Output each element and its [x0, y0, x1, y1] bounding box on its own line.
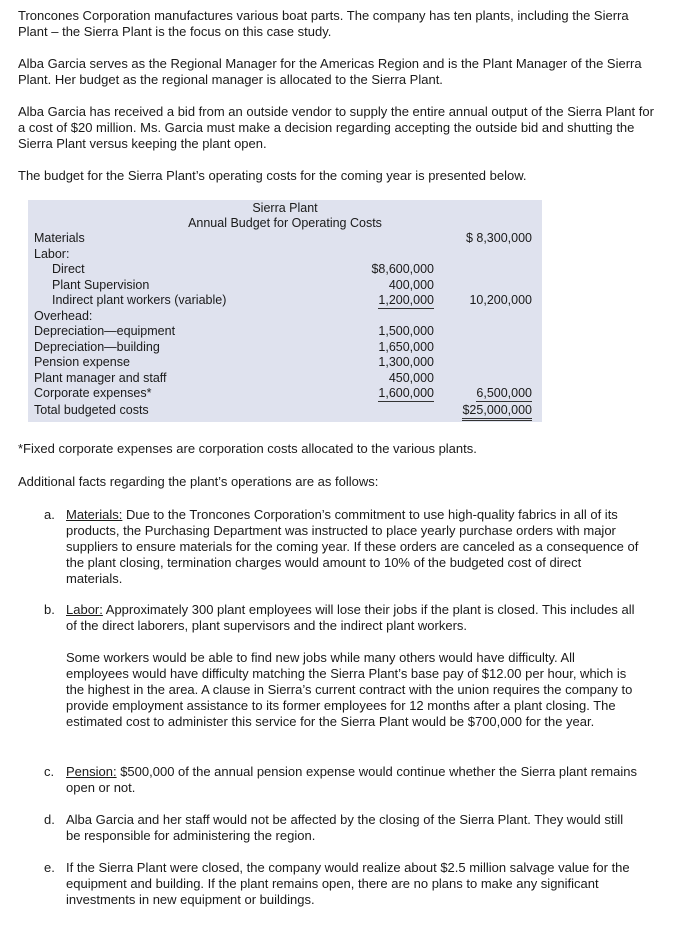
row-label: Depreciation—building [34, 339, 160, 354]
row-amount: 400,000 [388, 277, 434, 292]
bid-paragraph: Alba Garcia has received a bid from an outside vendor to supply the entire annual output of the Sierra Plant for a cost of $20 million. Ms. Garcia must make a decision regarding accepting the outside bid and shutting the Sierra Plant versus keeping the plant open. [18, 104, 654, 151]
item-text-continued: Some workers would be able to find new jobs while many others would have difficulty. All employees would have difficulty matching the Sierra Plant’s base pay of $12.00 per hour, which is the highest in the area. A clause in Sierra’s current contract with the union requires the company to provide employment assistance to its former employees for 12 months after a plant closing. The estimated cost to administer this service for the Sierra Plant would be $700,000 for the year. [66, 650, 633, 729]
table-row [28, 231, 542, 247]
row-label: Overhead: [34, 308, 93, 323]
row-label: Plant manager and staff [34, 370, 167, 385]
manager-paragraph: Alba Garcia serves as the Regional Manager for the Americas Region and is the Plant Manager of the Sierra Plant. Her budget as the regional manager is allocated to the Sierra Plant. [18, 56, 642, 87]
item-text: $500,000 of the annual pension expense would continue whether the Sierra plant remains open or not. [66, 764, 637, 795]
grand-total: $25,000,000 [462, 403, 532, 421]
row-amount: 1,600,000 [378, 386, 434, 400]
item-title: Pension: [66, 764, 117, 779]
list-marker: d. [44, 812, 55, 827]
item-title: Labor: [66, 602, 103, 617]
list-marker: a. [44, 507, 55, 522]
row-label: Materials [34, 231, 85, 245]
item-text: Due to the Troncones Corporation’s commitment to use high-quality fabrics in all of its products, the Purchasing Department was instructed to place yearly purchase orders with major suppliers to ensure materials for the coming year. If these orders are canceled as a consequence of the plant closing, termination charges would amount to 10% of the budgeted cost of direct materials. [66, 507, 639, 586]
row-label: Depreciation—equipment [34, 324, 176, 338]
list-marker: b. [44, 602, 55, 617]
row-label: Corporate expenses* [34, 386, 152, 400]
table-row [28, 309, 542, 325]
table-row [28, 293, 542, 309]
item-title: Materials: [66, 507, 123, 522]
footnote: *Fixed corporate expenses are corporation costs allocated to the various plants. [18, 441, 477, 456]
row-total: $ 8,300,000 [465, 231, 532, 245]
table-row-total [28, 403, 542, 419]
item-text: Approximately 300 plant employees will lose their jobs if the plant is closed. This includes all of the direct laborers, plant supervisors and the indirect plant workers. [66, 602, 635, 633]
row-label: Indirect plant workers (variable) [52, 293, 227, 307]
row-amount: 1,650,000 [378, 339, 434, 354]
table-row [28, 247, 542, 263]
item-text: Alba Garcia and her staff would not be affected by the closing of the Sierra Plant. They would still be responsible for administering the region. [66, 812, 624, 843]
budget-table [28, 200, 542, 422]
table-row [28, 262, 542, 278]
row-label: Plant Supervision [52, 277, 150, 292]
table-row [28, 355, 542, 371]
list-marker: c. [44, 764, 55, 779]
table-row [28, 386, 542, 402]
row-amount: 1,200,000 [378, 293, 434, 307]
row-label: Labor: [34, 246, 70, 261]
row-total: 6,500,000 [476, 386, 532, 400]
list-marker: e. [44, 860, 55, 875]
row-amount: 450,000 [388, 370, 434, 385]
table-subtitle: Annual Budget for Operating Costs [188, 216, 382, 230]
facts-intro: Additional facts regarding the plant’s operations are as follows: [18, 474, 379, 489]
row-label: Direct [52, 262, 85, 276]
table-row [28, 340, 542, 356]
row-amount: 1,500,000 [378, 324, 434, 338]
row-total: 10,200,000 [469, 293, 532, 307]
budget-intro-paragraph: The budget for the Sierra Plant’s operating costs for the coming year is presented below. [18, 168, 527, 183]
table-row [28, 278, 542, 294]
table-row [28, 324, 542, 340]
table-row [28, 371, 542, 387]
intro-paragraph: Troncones Corporation manufactures various boat parts. The company has ten plants, including the Sierra Plant – the Sierra Plant is the focus on this case study. [18, 8, 629, 39]
item-text: If the Sierra Plant were closed, the company would realize about $2.5 million salvage value for the equipment and building. If the plant remains open, there are no plans to make any significant investments in new equipment or buildings. [66, 860, 630, 907]
row-label: Total budgeted costs [34, 403, 149, 417]
row-label: Pension expense [34, 355, 130, 369]
row-amount: 1,300,000 [378, 355, 434, 369]
row-amount: $8,600,000 [371, 262, 434, 276]
table-title: Sierra Plant [252, 201, 318, 215]
